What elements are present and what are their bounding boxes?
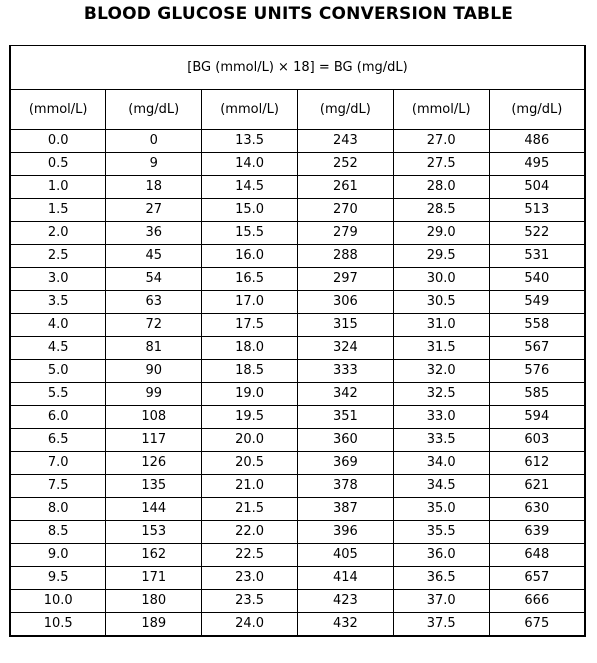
cell-mmol: 27.0 — [393, 130, 489, 153]
cell-mmol: 23.5 — [202, 590, 298, 613]
cell-mmol: 19.0 — [202, 383, 298, 406]
cell-mgdl: 54 — [106, 268, 202, 291]
cell-mmol: 8.0 — [10, 498, 106, 521]
cell-mgdl: 72 — [106, 314, 202, 337]
cell-mgdl: 324 — [297, 337, 393, 360]
cell-mgdl: 315 — [297, 314, 393, 337]
table-row — [10, 429, 585, 452]
cell-mmol: 2.0 — [10, 222, 106, 245]
cell-mmol: 4.5 — [10, 337, 106, 360]
cell-mmol: 21.0 — [202, 475, 298, 498]
cell-mmol: 21.5 — [202, 498, 298, 521]
cell-mgdl: 639 — [489, 521, 585, 544]
cell-mmol: 36.5 — [393, 567, 489, 590]
cell-mgdl: 0 — [106, 130, 202, 153]
cell-mmol: 20.0 — [202, 429, 298, 452]
table-body — [10, 130, 585, 637]
cell-mgdl: 126 — [106, 452, 202, 475]
cell-mmol: 32.0 — [393, 360, 489, 383]
cell-mmol: 34.0 — [393, 452, 489, 475]
cell-mmol: 7.5 — [10, 475, 106, 498]
cell-mgdl: 549 — [489, 291, 585, 314]
cell-mgdl: 9 — [106, 153, 202, 176]
cell-mgdl: 261 — [297, 176, 393, 199]
column-header-mmol: (mmol/L) — [393, 90, 489, 130]
cell-mgdl: 189 — [106, 613, 202, 637]
cell-mgdl: 180 — [106, 590, 202, 613]
cell-mgdl: 243 — [297, 130, 393, 153]
cell-mgdl: 279 — [297, 222, 393, 245]
cell-mmol: 5.0 — [10, 360, 106, 383]
cell-mgdl: 270 — [297, 199, 393, 222]
cell-mgdl: 288 — [297, 245, 393, 268]
cell-mmol: 8.5 — [10, 521, 106, 544]
cell-mgdl: 423 — [297, 590, 393, 613]
cell-mmol: 23.0 — [202, 567, 298, 590]
cell-mgdl: 63 — [106, 291, 202, 314]
table-row — [10, 406, 585, 429]
table-row — [10, 383, 585, 406]
cell-mmol: 6.5 — [10, 429, 106, 452]
cell-mmol: 36.0 — [393, 544, 489, 567]
cell-mmol: 29.0 — [393, 222, 489, 245]
table-row — [10, 291, 585, 314]
table-row — [10, 176, 585, 199]
cell-mgdl: 18 — [106, 176, 202, 199]
cell-mmol: 17.0 — [202, 291, 298, 314]
table-row — [10, 337, 585, 360]
cell-mmol: 37.0 — [393, 590, 489, 613]
cell-mmol: 29.5 — [393, 245, 489, 268]
cell-mmol: 16.0 — [202, 245, 298, 268]
cell-mmol: 31.0 — [393, 314, 489, 337]
column-header-mgdl: (mg/dL) — [489, 90, 585, 130]
table-row — [10, 314, 585, 337]
cell-mmol: 31.5 — [393, 337, 489, 360]
cell-mmol: 9.5 — [10, 567, 106, 590]
cell-mmol: 22.0 — [202, 521, 298, 544]
table-row — [10, 452, 585, 475]
cell-mmol: 1.5 — [10, 199, 106, 222]
cell-mmol: 28.5 — [393, 199, 489, 222]
table-row — [10, 153, 585, 176]
cell-mmol: 35.5 — [393, 521, 489, 544]
cell-mmol: 17.5 — [202, 314, 298, 337]
cell-mgdl: 603 — [489, 429, 585, 452]
cell-mmol: 9.0 — [10, 544, 106, 567]
formula-row — [10, 46, 585, 90]
cell-mgdl: 135 — [106, 475, 202, 498]
cell-mmol: 16.5 — [202, 268, 298, 291]
cell-mmol: 34.5 — [393, 475, 489, 498]
cell-mmol: 10.0 — [10, 590, 106, 613]
table-row — [10, 544, 585, 567]
cell-mgdl: 657 — [489, 567, 585, 590]
cell-mmol: 37.5 — [393, 613, 489, 637]
column-header-mmol: (mmol/L) — [202, 90, 298, 130]
cell-mgdl: 144 — [106, 498, 202, 521]
cell-mmol: 30.0 — [393, 268, 489, 291]
cell-mgdl: 99 — [106, 383, 202, 406]
table-row — [10, 590, 585, 613]
cell-mgdl: 81 — [106, 337, 202, 360]
table-row — [10, 268, 585, 291]
cell-mmol: 20.5 — [202, 452, 298, 475]
cell-mmol: 28.0 — [393, 176, 489, 199]
cell-mmol: 13.5 — [202, 130, 298, 153]
table-row — [10, 613, 585, 637]
cell-mgdl: 486 — [489, 130, 585, 153]
cell-mmol: 6.0 — [10, 406, 106, 429]
column-header-mgdl: (mg/dL) — [297, 90, 393, 130]
cell-mgdl: 666 — [489, 590, 585, 613]
cell-mgdl: 351 — [297, 406, 393, 429]
cell-mmol: 0.0 — [10, 130, 106, 153]
cell-mgdl: 306 — [297, 291, 393, 314]
cell-mmol: 24.0 — [202, 613, 298, 637]
cell-mgdl: 585 — [489, 383, 585, 406]
table-row — [10, 199, 585, 222]
table-row — [10, 360, 585, 383]
cell-mgdl: 522 — [489, 222, 585, 245]
cell-mgdl: 252 — [297, 153, 393, 176]
cell-mgdl: 342 — [297, 383, 393, 406]
cell-mgdl: 414 — [297, 567, 393, 590]
cell-mgdl: 90 — [106, 360, 202, 383]
column-header-mmol: (mmol/L) — [10, 90, 106, 130]
conversion-formula: [BG (mmol/L) × 18] = BG (mg/dL) — [10, 46, 585, 90]
cell-mgdl: 567 — [489, 337, 585, 360]
cell-mmol: 22.5 — [202, 544, 298, 567]
cell-mmol: 1.0 — [10, 176, 106, 199]
cell-mgdl: 45 — [106, 245, 202, 268]
cell-mgdl: 360 — [297, 429, 393, 452]
cell-mgdl: 432 — [297, 613, 393, 637]
cell-mgdl: 594 — [489, 406, 585, 429]
column-header-mgdl: (mg/dL) — [106, 90, 202, 130]
cell-mmol: 14.5 — [202, 176, 298, 199]
cell-mgdl: 108 — [106, 406, 202, 429]
cell-mgdl: 117 — [106, 429, 202, 452]
cell-mgdl: 405 — [297, 544, 393, 567]
cell-mmol: 10.5 — [10, 613, 106, 637]
cell-mmol: 27.5 — [393, 153, 489, 176]
cell-mmol: 3.0 — [10, 268, 106, 291]
cell-mgdl: 612 — [489, 452, 585, 475]
cell-mmol: 3.5 — [10, 291, 106, 314]
conversion-table — [9, 45, 586, 637]
cell-mgdl: 558 — [489, 314, 585, 337]
cell-mgdl: 675 — [489, 613, 585, 637]
cell-mmol: 7.0 — [10, 452, 106, 475]
cell-mmol: 15.0 — [202, 199, 298, 222]
cell-mmol: 15.5 — [202, 222, 298, 245]
cell-mmol: 19.5 — [202, 406, 298, 429]
cell-mgdl: 396 — [297, 521, 393, 544]
cell-mgdl: 630 — [489, 498, 585, 521]
cell-mgdl: 648 — [489, 544, 585, 567]
table-row — [10, 130, 585, 153]
table-row — [10, 567, 585, 590]
cell-mgdl: 531 — [489, 245, 585, 268]
cell-mmol: 30.5 — [393, 291, 489, 314]
cell-mgdl: 171 — [106, 567, 202, 590]
table-row — [10, 245, 585, 268]
cell-mmol: 33.0 — [393, 406, 489, 429]
cell-mgdl: 153 — [106, 521, 202, 544]
cell-mgdl: 576 — [489, 360, 585, 383]
table-row — [10, 521, 585, 544]
cell-mgdl: 540 — [489, 268, 585, 291]
cell-mgdl: 369 — [297, 452, 393, 475]
cell-mgdl: 387 — [297, 498, 393, 521]
cell-mgdl: 621 — [489, 475, 585, 498]
table-row — [10, 222, 585, 245]
cell-mgdl: 495 — [489, 153, 585, 176]
page-title: BLOOD GLUCOSE UNITS CONVERSION TABLE — [83, 4, 514, 24]
cell-mgdl: 297 — [297, 268, 393, 291]
cell-mmol: 33.5 — [393, 429, 489, 452]
cell-mmol: 18.0 — [202, 337, 298, 360]
cell-mmol: 2.5 — [10, 245, 106, 268]
cell-mgdl: 27 — [106, 199, 202, 222]
cell-mgdl: 378 — [297, 475, 393, 498]
table-row — [10, 475, 585, 498]
cell-mmol: 32.5 — [393, 383, 489, 406]
cell-mmol: 4.0 — [10, 314, 106, 337]
table-row — [10, 498, 585, 521]
cell-mgdl: 504 — [489, 176, 585, 199]
cell-mgdl: 162 — [106, 544, 202, 567]
cell-mgdl: 36 — [106, 222, 202, 245]
cell-mmol: 0.5 — [10, 153, 106, 176]
cell-mmol: 14.0 — [202, 153, 298, 176]
cell-mmol: 5.5 — [10, 383, 106, 406]
cell-mmol: 18.5 — [202, 360, 298, 383]
cell-mmol: 35.0 — [393, 498, 489, 521]
column-header-row — [10, 90, 585, 130]
cell-mgdl: 513 — [489, 199, 585, 222]
cell-mgdl: 333 — [297, 360, 393, 383]
